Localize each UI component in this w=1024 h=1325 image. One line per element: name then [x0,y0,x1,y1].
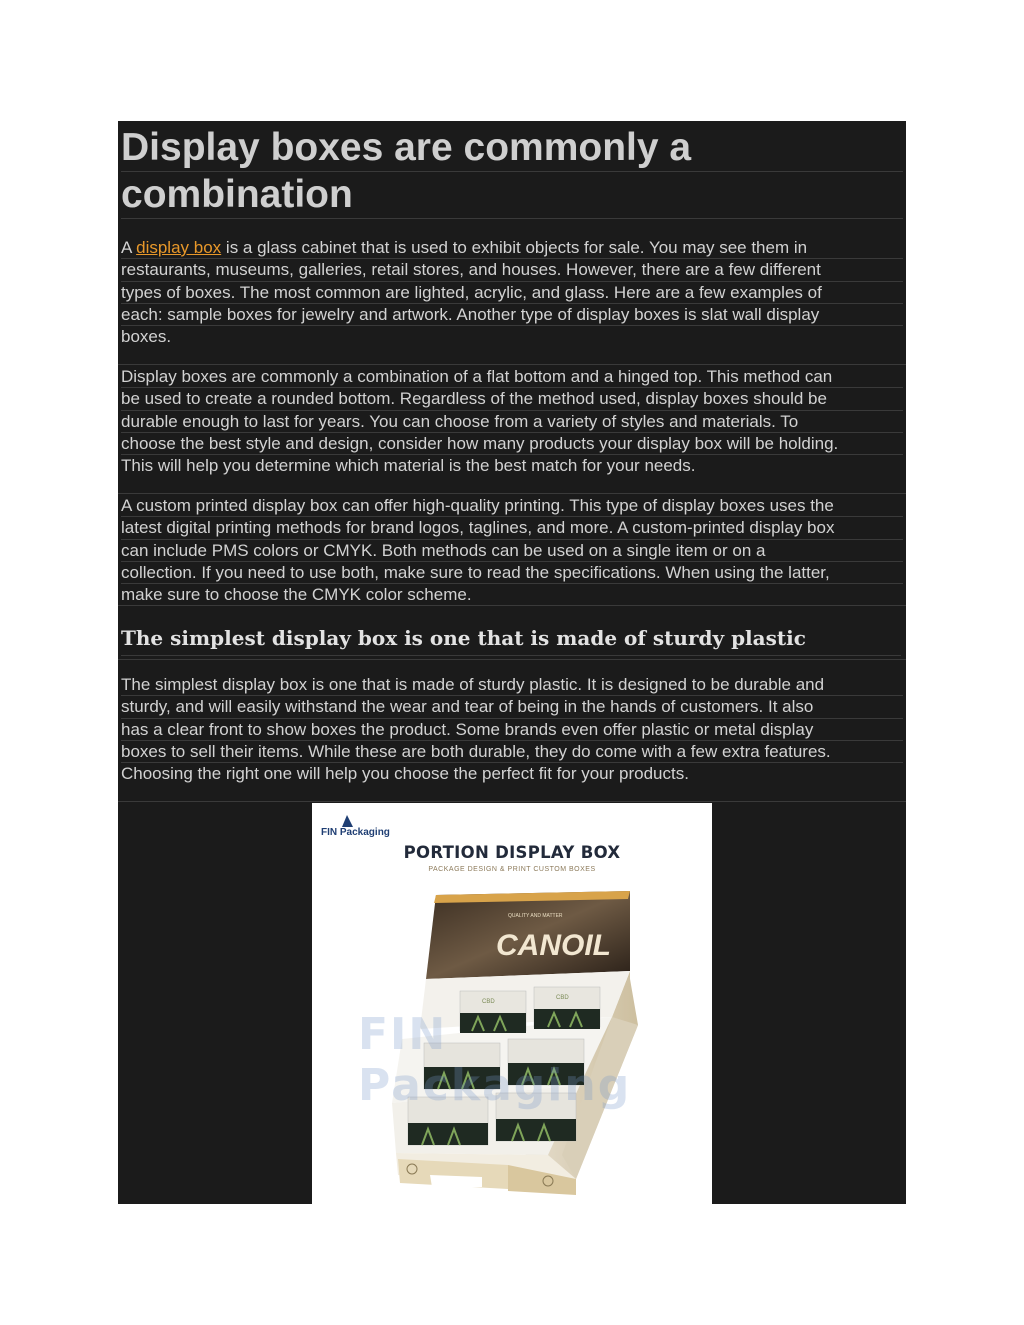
display-box-illustration [312,803,712,1204]
image-watermark: FIN Packaging [358,1009,632,1111]
paragraph-line: boxes. [121,327,172,347]
paragraph-plastic [118,674,906,784]
paragraph-line: boxes to sell their items. While these are both durable, they do come with a few extra features. [121,741,903,763]
paragraph-line: restaurants, museums, galleries, retail stores, and houses. However, there are a few different [121,259,903,281]
paragraph-line: Display boxes are commonly a combination of a flat bottom and a hinged top. This method can [121,366,903,388]
text-prefix: A [121,238,137,257]
paragraph-combination [118,366,906,476]
paragraph-line: make sure to choose the CMYK color scheme. [121,585,472,605]
paragraph-line: This will help you determine which material is the best match for your needs. [121,456,696,476]
brand-logo: FIN Packaging [321,827,390,838]
paragraph-line: The simplest display box is one that is made of sturdy plastic. It is designed to be durable and [121,674,903,696]
divider [118,659,906,660]
title-line: Display boxes are commonly a [121,125,903,172]
paragraph-line: A custom printed display box can offer high-quality printing. This type of display boxes uses the [121,495,903,517]
header-card-tagline: QUALITY AND MATTER [508,913,563,919]
product-label: CBD [556,995,569,1001]
text-rest: is a glass cabinet that is used to exhibit objects for sale. You may see them in [221,238,808,257]
divider [118,605,906,606]
paragraph-line: latest digital printing methods for brand logos, taglines, and more. A custom-printed display box [121,517,903,539]
header-card [426,891,630,979]
image-title: PORTION DISPLAY BOX [403,843,621,862]
paragraph-line: has a clear front to show boxes the product. Some brands even offer plastic or metal display [121,719,903,741]
paragraph-line: choose the best style and design, consider how many products your display box will be holding. [121,433,903,455]
title-line: combination [121,172,903,219]
product-image [312,803,712,1204]
paragraph-line: durable enough to last for years. You can choose from a variety of styles and materials. To [121,411,903,433]
paragraph-intro [118,237,906,347]
paragraph-line: each: sample boxes for jewelry and artwork. Another type of display boxes is slat wall display [121,304,903,326]
paragraph-line [121,237,903,259]
paragraph-custom-printed [118,495,906,605]
divider [118,493,906,494]
paragraph-line: collection. If you need to use both, make sure to read the specifications. When using the latter, [121,562,903,584]
article-panel [118,121,906,1204]
display-box-link[interactable]: display box [136,238,222,257]
divider [118,801,906,802]
paragraph-line: sturdy, and will easily withstand the wear and tear of being in the hands of customers. It also [121,696,903,718]
image-subtitle: PACKAGE DESIGN & PRINT CUSTOM BOXES [428,866,596,873]
section-heading: The simplest display box is one that is made of sturdy plastic [121,621,901,656]
header-card-brand: CANOIL [496,929,611,962]
paragraph-line: types of boxes. The most common are lighted, acrylic, and glass. Here are a few examples of [121,282,903,304]
article-title [118,121,906,219]
product-label: CBD [482,999,495,1005]
paragraph-line: Choosing the right one will help you choose the perfect fit for your products. [121,764,689,784]
divider [118,364,906,365]
paragraph-line: be used to create a rounded bottom. Regardless of the method used, display boxes should be [121,388,903,410]
paragraph-line: can include PMS colors or CMYK. Both methods can be used on a single item or on a [121,540,903,562]
